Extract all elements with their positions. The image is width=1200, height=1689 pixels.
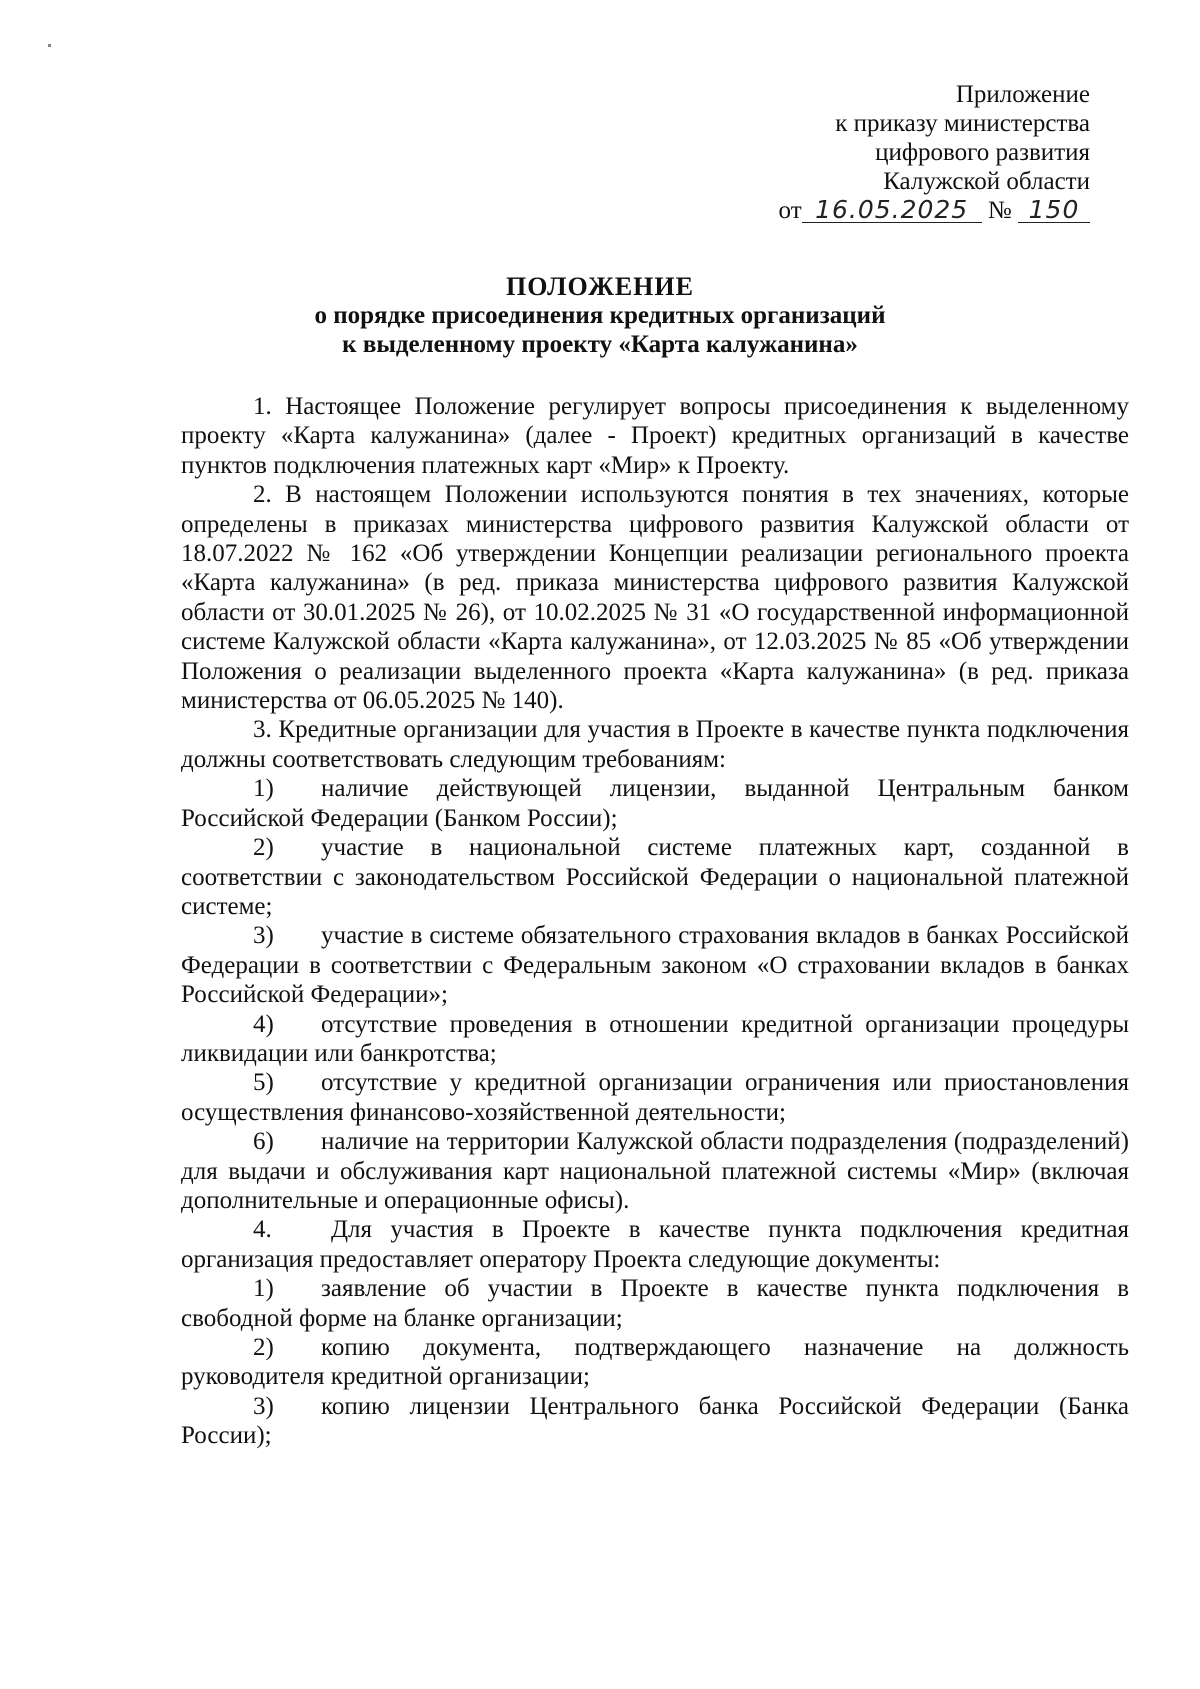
list-item [181, 833, 1129, 921]
list-item-number: 6) [253, 1128, 274, 1156]
list-item-text: наличие на территории Калужской области подразделения (подразделений) для выдачи и обслуживания карт национальной платежной системы «Мир» (включая дополнительные и операционные офисы). [181, 1128, 1129, 1214]
list-item [181, 1333, 1129, 1392]
list-item-number: 3) [253, 922, 274, 950]
handwritten-number: 150 [1018, 198, 1090, 223]
list-item-number: 5) [253, 1069, 274, 1097]
list-item [181, 921, 1129, 1009]
list-item-text: участие в национальной системе платежных карт, созданной в соответствии с законодательством Российской Федерации о национальной платежной системе; [181, 834, 1129, 920]
scan-speck [48, 44, 51, 47]
list-item-text: наличие действующей лицензии, выданной Центральным банком Российской Федерации (Банком России); [181, 775, 1129, 832]
list-item [181, 1392, 1129, 1451]
appendix-ministry: цифрового развития [875, 139, 1090, 166]
appendix-order-ref: к приказу министерства [835, 110, 1090, 137]
list-item-number: 2) [253, 834, 274, 862]
paragraph-3: 3. Кредитные организации для участия в Проекте в качестве пункта подключения должны соответствовать следующим требованиям: [181, 716, 1129, 773]
paragraph-4 [181, 1215, 1129, 1274]
title-main: ПОЛОЖЕНИЕ [506, 272, 694, 301]
list-item [181, 774, 1129, 833]
document-body [181, 392, 1129, 1451]
list-item [181, 1010, 1129, 1069]
list-item-number: 1) [253, 775, 274, 803]
appendix-region: Калужской области [883, 168, 1090, 195]
title-line-2: о порядке присоединения кредитных организаций [314, 302, 886, 329]
title-line-3: к выделенному проекту «Карта калужанина» [342, 331, 858, 358]
list-item-text: копию лицензии Центрального банка Российской Федерации (Банка России); [181, 1392, 1129, 1450]
list-item-number: 4) [253, 1010, 274, 1038]
list-item [181, 1068, 1129, 1127]
number-sign: № [987, 197, 1012, 224]
appendix-date-line [779, 196, 1090, 225]
list-item-number: 3) [253, 1392, 274, 1420]
list-item-text: отсутствие у кредитной организации ограничения или приостановления осуществления финансово-хозяйственной деятельности; [181, 1069, 1129, 1126]
list-item-text: участие в системе обязательного страхования вкладов в банках Российской Федерации в соответствии с Федеральным законом «О страховании вкладов в банках Российской Федерации»; [181, 922, 1129, 1009]
paragraph-4-text: Для участия в Проекте в качестве пункта подключения кредитная организация предоставляет оператору Проекта следующие документы: [181, 1216, 1129, 1273]
list-item-text: копию документа, подтверждающего назначение на должность руководителя кредитной организации; [181, 1334, 1129, 1391]
appendix-header [779, 80, 1090, 225]
list-item-text: отсутствие проведения в отношении кредитной организации процедуры ликвидации или банкротства; [181, 1010, 1129, 1067]
list-item-number: 1) [253, 1275, 274, 1303]
handwritten-date: 16.05.2025 [802, 198, 982, 223]
paragraph-1: 1. Настоящее Положение регулирует вопросы присоединения к выделенному проекту «Карта калужанина» (далее - Проект) кредитных организаций в качестве пунктов подключения платежных карт «Мир» к Проекту. [181, 393, 1129, 479]
list-item-text: заявление об участии в Проекте в качестве пункта подключения в свободной форме на бланке организации; [181, 1275, 1129, 1332]
list-item-number: 2) [253, 1334, 274, 1361]
paragraph-2: 2. В настоящем Положении используются понятия в тех значениях, которые определены в приказах министерства цифрового развития Калужской области от 18.07.2022 № 162 «Об утверждении Концепции реализации регионального проекта «Карта калужанина» (в ред. приказа министерства цифрового развития Калужской области от 30.01.2025 № 26), от 10.02.2025 № 31 «О государственной информационной системе Калужской области «Карта калужанина», от 12.03.2025 № 85 «Об утверждении Положения о реализации выделенного проекта «Карта калужанина» (в ред. приказа министерства от 06.05.2025 № 140). [181, 481, 1129, 715]
paragraph-4-number: 4. [253, 1216, 272, 1244]
list-item [181, 1274, 1129, 1333]
date-prefix: от [778, 197, 802, 224]
document-title [0, 272, 1200, 359]
list-item [181, 1127, 1129, 1215]
appendix-label: Приложение [955, 81, 1090, 108]
